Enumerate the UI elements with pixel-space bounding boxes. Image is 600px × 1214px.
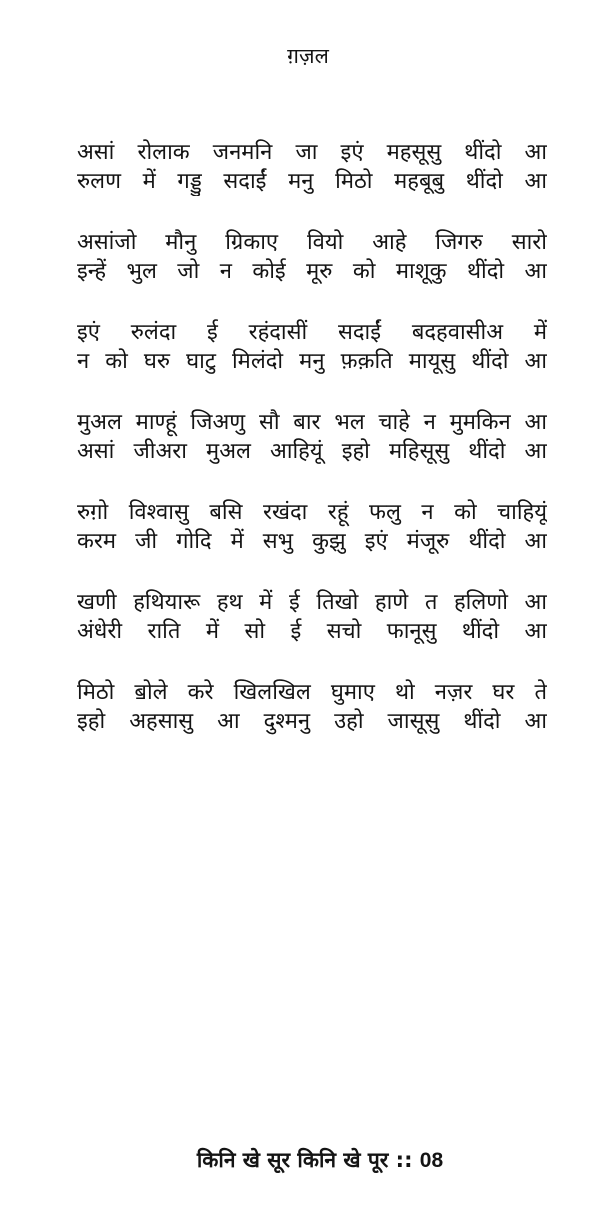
stanza bbox=[77, 318, 547, 376]
verse-line: इन्हें भुल जो न कोई मूरु को माशूकु थींदो आ bbox=[77, 259, 547, 284]
stanza bbox=[77, 588, 547, 646]
page-footer bbox=[0, 1145, 600, 1176]
poem-body bbox=[77, 138, 547, 768]
verse-line: इएं रुलंदा ई रहंदासीं सदाईं बदहवासीअ में bbox=[77, 320, 547, 345]
page-number: 08 bbox=[419, 1149, 444, 1172]
stanza bbox=[77, 408, 547, 466]
verse-line: इहो अहसासु आ दुश्मनु उहो जासूसु थींदो आ bbox=[77, 709, 547, 734]
verse-line: मुअल माण्हूं जिअणु सौ बार भल चाहे न मुमकिन आ bbox=[77, 410, 547, 435]
verse-line: असां रोलाक जनमनि जा इएं महसूसु थींदो आ bbox=[77, 140, 547, 165]
stanza bbox=[77, 138, 547, 196]
poem-title: ग़ज़ल bbox=[287, 44, 329, 68]
verse-line: रुग़ो विश्वासु बसि रखंदा रहूं फलु न को चाहियूं bbox=[77, 500, 547, 525]
stanza bbox=[77, 498, 547, 556]
book-title: किनि खे सूर किनि खे पूर :: bbox=[196, 1148, 413, 1172]
stanza bbox=[77, 678, 547, 736]
stanza bbox=[77, 228, 547, 286]
verse-line: न को घरु घाटु मिलंदो मनु फ़क़ति मायूसु थींदो आ bbox=[77, 349, 547, 374]
verse-line: खणी हथियारू हथ में ई तिखो हाणे त हलिणो आ bbox=[77, 590, 547, 615]
verse-line: रुलण में गड्डु सदाईं मनु मिठो महबूबु थींदो आ bbox=[77, 169, 547, 194]
verse-line: असांजो मौनु ग्रिकाए वियो आहे जिगरु सारो bbox=[77, 230, 547, 255]
verse-line: मिठो ॿोले करे खिलखिल घुमाए थो नज़र घर ते bbox=[77, 680, 547, 705]
verse-line: करम जी गोदि में सभु कुझु इएं मंजूरु थींदो आ bbox=[77, 529, 547, 554]
verse-line: असां जीअरा मुअल आहियूं इहो महिसूसु थींदो आ bbox=[77, 439, 547, 464]
verse-line: अंधेरी राति में सो ई सचो फानूसु थींदो आ bbox=[77, 619, 547, 644]
